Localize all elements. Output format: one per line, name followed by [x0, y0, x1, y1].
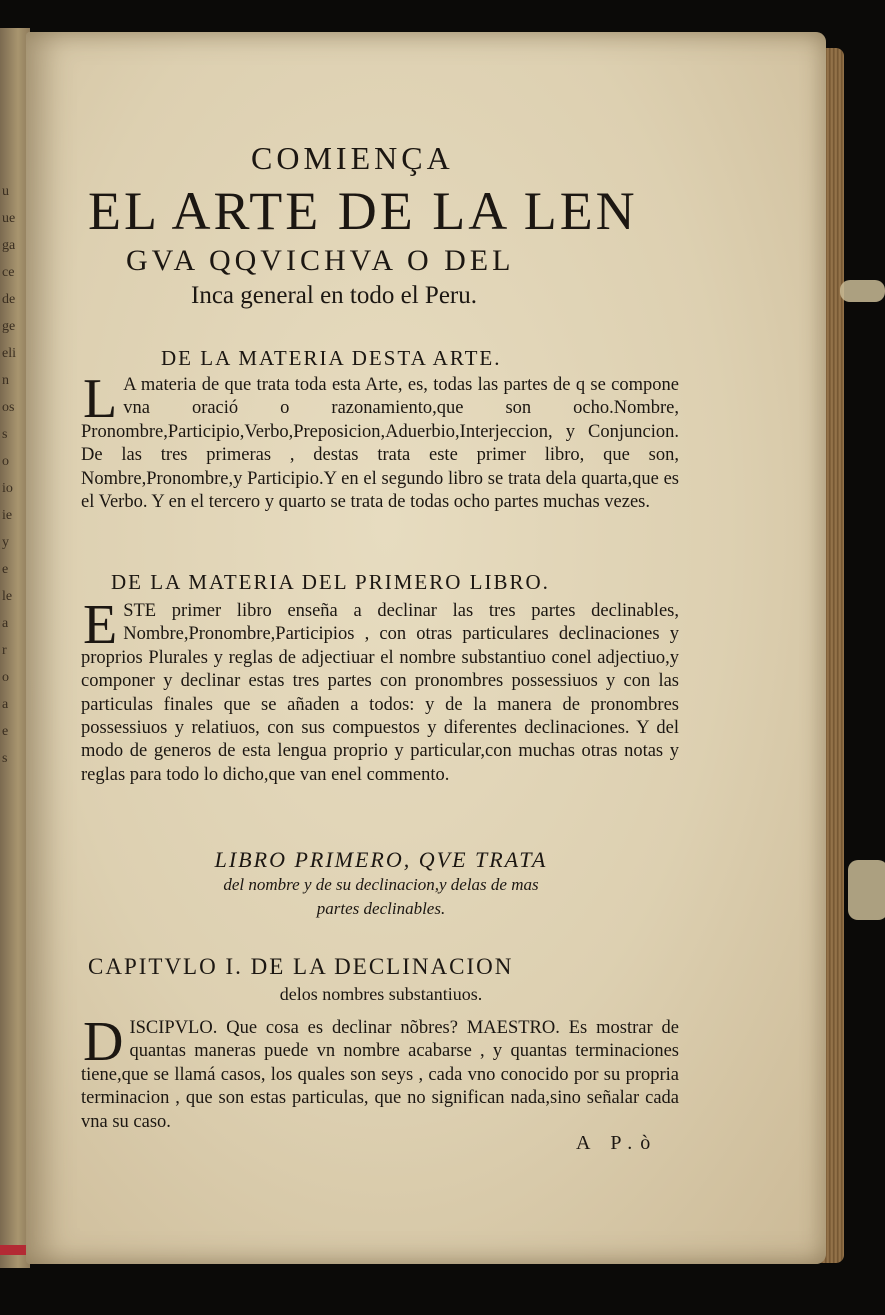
drop-cap: E — [83, 594, 118, 656]
facing-page-fragment: eli — [2, 346, 16, 361]
facing-page-fragment: r — [2, 643, 7, 658]
drop-cap: D — [83, 1011, 124, 1073]
section-heading-primero-libro: DE LA MATERIA DEL PRIMERO LIBRO. — [111, 570, 550, 594]
title-line-4: Inca general en todo el Peru. — [191, 282, 477, 309]
chapter-heading: CAPITVLO I. DE LA DECLINACION — [88, 954, 514, 979]
drop-cap: L — [83, 368, 118, 430]
binding-tie — [840, 280, 885, 302]
facing-page-fragment: de — [2, 292, 16, 307]
facing-page-fragment: io — [2, 481, 13, 496]
facing-page-fragment: ce — [2, 265, 15, 280]
facing-page-fragment: e — [2, 562, 9, 577]
title-line-1: COMIENÇA — [251, 140, 454, 176]
facing-page-fragment: os — [2, 400, 15, 415]
paragraph-text: STE primer libro enseña a declinar las tres partes declinables, Nombre,Pronombre,Participios , con otras particulares declinaciones y proprios Plurales y reglas de adjectiuar el nombre substantiuo conel adjectiuo,y componer y declinar estas tres partes con pronombres possessiuos y con las particulas finales que se añaden a todos: y de la manera de pronombres possessiuos y relatiuos, con sus compuestos y diferentes declinaciones. Y del modo de generos de esta lengua proprio y particular,con muchas otras notas y reglas para todo lo dicho,que van enel commento. — [81, 601, 679, 785]
facing-page-text — [2, 178, 26, 772]
paragraph-text: ISCIPVLO. Que cosa es declinar nõbres? MAESTRO. Es mostrar de quantas maneras puede vn nombre acabarse , y quantas terminaciones tiene,que se llamá casos, los quales son seys , cada vno conocido por su propria terminacion , que son estas particulas, que no significan nada,sino señalar cada vna su caso. — [81, 1018, 679, 1132]
libro-primero-block — [76, 847, 686, 921]
facing-page-fragment: a — [2, 697, 9, 712]
title-line-2: EL ARTE DE LA LEN — [88, 181, 638, 241]
libro-heading: LIBRO PRIMERO, QVE TRATA — [214, 847, 548, 872]
facing-page-fragment: o — [2, 454, 9, 469]
facing-page-fragment: e — [2, 724, 9, 739]
facing-page-fragment: le — [2, 589, 13, 604]
facing-page-fragment: n — [2, 373, 9, 388]
facing-page-fragment: u — [2, 184, 9, 199]
signature-mark: A P.ò — [576, 1132, 659, 1154]
section-text-materia-arte — [81, 368, 679, 514]
facing-page-fragment: ge — [2, 319, 16, 334]
facing-page-fragment: ga — [2, 238, 16, 253]
libro-subtitle-1: del nombre y de su declinacion,y delas de mas — [223, 875, 539, 894]
facing-page-fragment: a — [2, 616, 9, 631]
section-heading-materia-arte: DE LA MATERIA DESTA ARTE. — [161, 346, 502, 370]
facing-page-fragment: s — [2, 427, 8, 442]
facing-page-fragment: s — [2, 751, 8, 766]
chapter-subheading: delos nombres substantiuos. — [279, 984, 483, 1004]
chapter-text — [81, 1011, 679, 1134]
binding-tie — [848, 860, 885, 920]
facing-page-fragment: y — [2, 535, 9, 550]
book-page — [26, 32, 826, 1264]
paragraph-text: A materia de que trata toda esta Arte, es, todas las partes de q se compone vna oració o razonamiento,que son ocho.Nombre, Pronombre,Participio,Verbo,Preposicion,Aduerbio,Interjeccion, y Conjuncion. De las tres primeras , destas trata este primer libro, que son, Nombre,Pronombre,y Participio.Y en el segundo libro se trata dela quarta,que es el Verbo. Y en el tercero y quarto se trata de todas ocho partes muchas vezes. — [81, 375, 679, 513]
libro-subtitle-2: partes declinables. — [316, 899, 446, 918]
title-line-3: GVA QQVICHVA O DEL — [126, 244, 515, 277]
facing-page-fragment: ie — [2, 508, 13, 523]
facing-page-fragment: ue — [2, 211, 16, 226]
facing-page-fragment: o — [2, 670, 9, 685]
section-text-primero-libro — [81, 594, 679, 787]
